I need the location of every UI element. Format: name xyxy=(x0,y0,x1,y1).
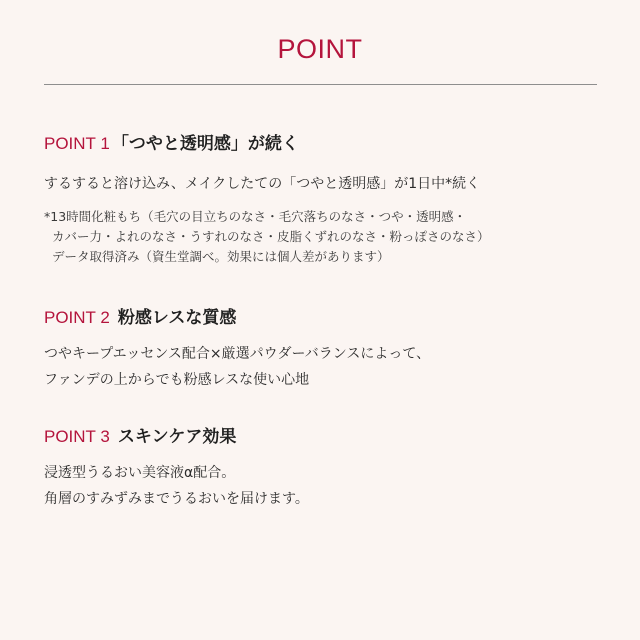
page-title: POINT xyxy=(277,34,363,64)
point-2-title: 粉感レスな質感 xyxy=(117,308,237,328)
point-1-description: するすると溶け込み、メイクしたての「つやと透明感」が1日中*続く xyxy=(44,176,481,192)
point-1-label: POINT 1 xyxy=(44,134,110,153)
point-2-section xyxy=(44,305,604,393)
point-1-footnote xyxy=(44,207,604,267)
point-1-title: 「つやと透明感」が続く xyxy=(111,134,299,154)
title-divider xyxy=(44,84,597,85)
footnote-line: カバー力・よれのなさ・うすれのなさ・皮脂くずれのなさ・粉っぽさのなさ） xyxy=(52,229,490,244)
point-3-description-line: 浸透型うるおい美容液α配合。 xyxy=(44,465,236,481)
point-2-heading xyxy=(44,305,604,331)
point-3-section xyxy=(44,424,604,512)
point-3-description-line: 角層のすみずみまでうるおいを届けます。 xyxy=(44,491,309,507)
footnote-line: データ取得済み（資生堂調べ。効果には個人差があります） xyxy=(52,249,390,264)
point-2-label: POINT 2 xyxy=(44,308,110,327)
point-3-heading xyxy=(44,424,604,450)
point-2-description-line: ファンデの上からでも粉感レスな使い心地 xyxy=(44,372,310,388)
point-2-description-line: つやキープエッセンス配合×厳選パウダーバランスによって、 xyxy=(44,346,431,362)
point-1-heading xyxy=(44,131,604,157)
footnote-line: *13時間化粧もち（毛穴の目立ちのなさ・毛穴落ちのなさ・つや・透明感・ xyxy=(44,209,467,224)
point-1-section xyxy=(44,131,604,267)
point-3-title: スキンケア効果 xyxy=(117,427,237,447)
point-3-label: POINT 3 xyxy=(44,427,110,446)
